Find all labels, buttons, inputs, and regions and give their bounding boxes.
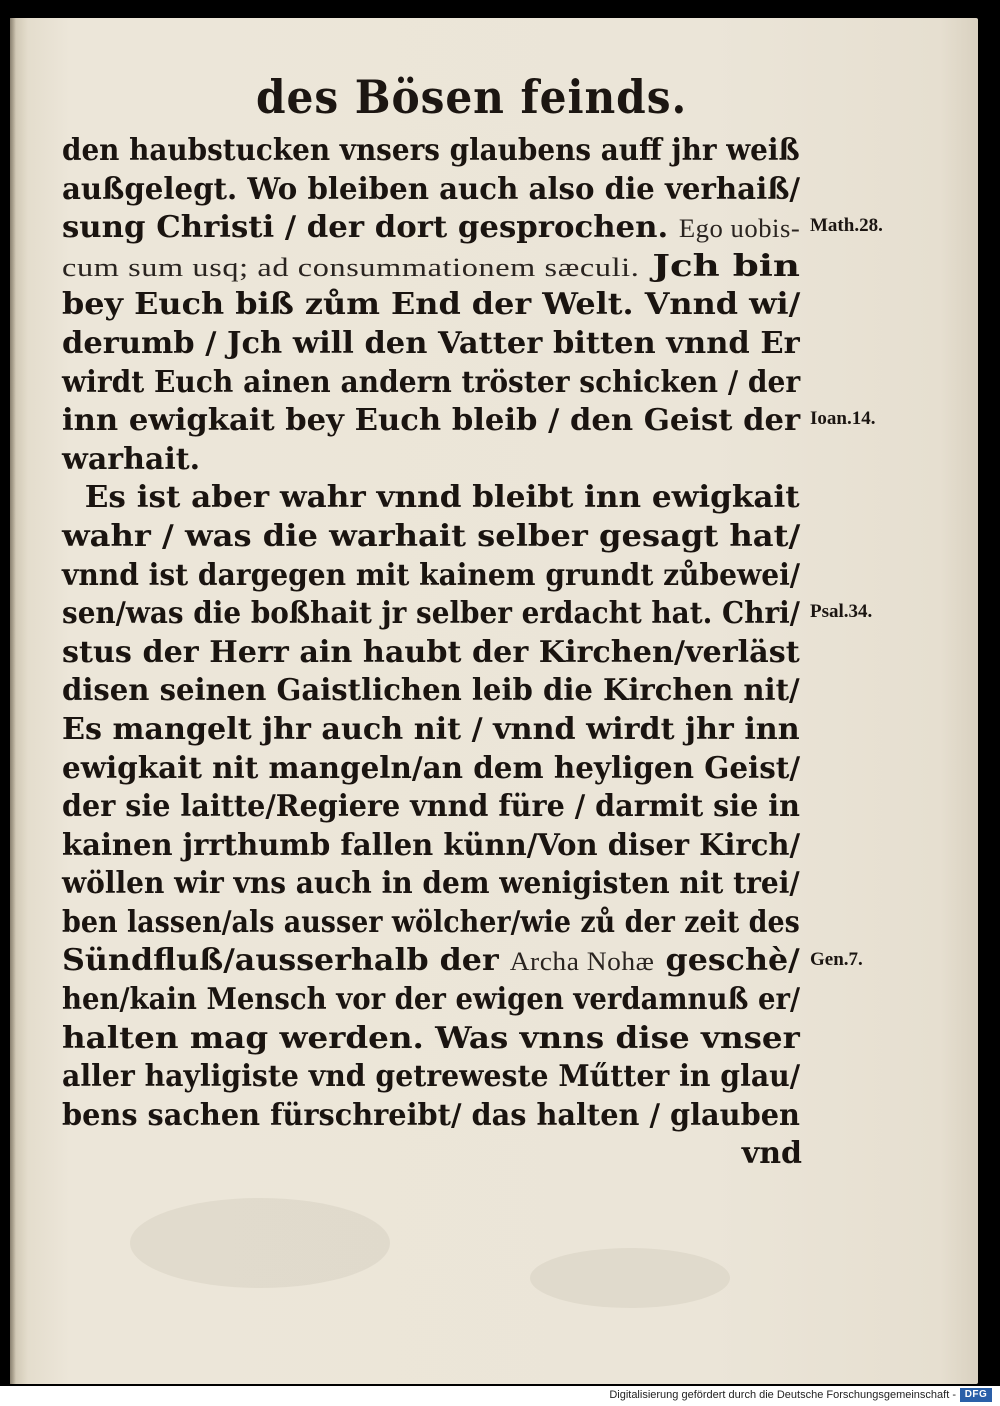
line-content xyxy=(62,981,800,1020)
line-content xyxy=(742,1135,802,1174)
text-line xyxy=(62,981,808,1020)
dfg-logo: DFG xyxy=(960,1388,992,1402)
line-text: Es ist aber wahr vnnd bleibt inn ewigkait xyxy=(84,480,800,516)
text-line xyxy=(62,132,808,171)
text-line xyxy=(62,711,808,750)
text-line xyxy=(62,479,808,518)
line-content xyxy=(62,209,800,249)
line-text-tail: geschè/ xyxy=(654,943,800,979)
line-content xyxy=(62,171,800,210)
line-text: kainen jrrthumb fallen künn/Von diser Kirch/ xyxy=(62,827,801,863)
line-content xyxy=(62,1097,800,1136)
line-content xyxy=(62,248,800,288)
text-line xyxy=(62,1097,808,1136)
line-text: bens sachen fürschreibt/ das halten / glauben xyxy=(62,1097,800,1133)
line-content xyxy=(62,711,800,750)
line-text: der sie laitte/Regiere vnnd füre / darmit sie in xyxy=(62,789,800,825)
margin-reference: Ioan.14. xyxy=(810,408,876,430)
line-content xyxy=(62,1058,800,1097)
line-text: warhait. xyxy=(62,441,201,477)
text-line xyxy=(62,904,808,943)
line-content xyxy=(62,904,800,943)
line-text: wöllen wir vns auch in dem wenigisten nit trei/ xyxy=(62,866,800,902)
line-content xyxy=(62,672,800,711)
text-line xyxy=(62,364,808,403)
latin-text: Ego uobis- xyxy=(678,214,801,244)
line-content xyxy=(62,132,800,171)
line-text: hen/kain Mensch vor der ewigen verdamnuß er/ xyxy=(62,982,801,1018)
margin-reference: Math.28. xyxy=(810,215,883,237)
line-content xyxy=(62,1020,800,1059)
body-text xyxy=(62,132,808,1174)
text-line xyxy=(62,441,808,480)
line-text: wirdt Euch ainen andern tröster schicken / der xyxy=(62,364,801,400)
text-line xyxy=(62,865,808,904)
page-gutter-shadow xyxy=(10,18,16,1384)
latin-text: Archa Nohæ xyxy=(509,947,655,977)
line-text: außgelegt. Wo bleiben auch also die verhaiß/ xyxy=(62,171,801,207)
text-line xyxy=(62,827,808,866)
line-text: stus der Herr ain haubt der Kirchen/verläst xyxy=(62,634,800,670)
text-line xyxy=(62,634,808,673)
paper-stain xyxy=(130,1198,390,1288)
text-line xyxy=(62,557,808,596)
line-text: halten mag werden. Was vnns dise vnser xyxy=(62,1020,800,1056)
text-line xyxy=(62,750,808,789)
line-text: den haubstucken vnsers glaubens auff jhr weiß xyxy=(62,133,800,168)
text-line xyxy=(62,171,808,210)
line-content xyxy=(62,788,800,827)
line-content xyxy=(62,402,800,441)
latin-text: cum sum usq; ad consummationem sæculi. xyxy=(62,252,640,282)
line-content xyxy=(62,325,800,364)
line-text: wahr / was die warhait selber gesagt hat/ xyxy=(62,518,801,554)
line-content xyxy=(62,479,800,518)
line-text: disen seinen Gaistlichen leib die Kirchen nit/ xyxy=(62,673,800,709)
text-line xyxy=(62,209,808,248)
line-text: vnnd ist dargegen mit kainem grundt zůbewei/ xyxy=(62,557,801,593)
line-content xyxy=(62,595,800,634)
text-line xyxy=(62,248,808,287)
line-content xyxy=(62,518,800,557)
text-line xyxy=(62,595,808,634)
text-line xyxy=(62,286,808,325)
text-line xyxy=(62,942,808,981)
line-content xyxy=(62,364,800,403)
text-line xyxy=(62,1020,808,1059)
line-text: inn ewigkait bey Euch bleib / den Geist der xyxy=(62,403,801,439)
margin-reference: Psal.34. xyxy=(810,601,873,623)
text-line xyxy=(62,402,808,441)
line-text: sung Christi / der dort gesprochen. xyxy=(62,210,679,246)
text-line xyxy=(62,325,808,364)
line-content xyxy=(62,865,800,904)
line-text: aller hayligiste vnd getreweste Műtter in glau/ xyxy=(62,1059,801,1095)
line-text: vnd xyxy=(741,1136,802,1172)
text-line xyxy=(62,788,808,827)
line-text: ewigkait nit mangeln/an dem heyligen Geist/ xyxy=(62,750,801,786)
line-content xyxy=(62,942,800,982)
footer-credit: Digitalisierung gefördert durch die Deutsche Forschungsgemeinschaft - xyxy=(609,1389,956,1401)
line-text: bey Euch biß zům End der Welt. Vnnd wi/ xyxy=(62,287,801,323)
catchword xyxy=(62,1135,808,1174)
line-text: derumb / Jch will den Vatter bitten vnnd Er xyxy=(62,325,800,361)
line-content xyxy=(62,557,800,596)
line-content xyxy=(62,441,200,480)
running-head: des Bösen feinds. xyxy=(256,70,688,124)
line-content xyxy=(62,286,800,325)
margin-reference: Gen.7. xyxy=(810,948,863,970)
line-content xyxy=(62,634,800,673)
paper-stain xyxy=(530,1248,730,1308)
line-text: Sündfluß/ausserhalb der xyxy=(62,943,510,979)
line-text: sen/was die boßhait jr selber erdacht hat. Chri/ xyxy=(62,596,800,632)
line-text: Es mangelt jhr auch nit / vnnd wirdt jhr inn xyxy=(62,711,800,747)
text-line xyxy=(62,1058,808,1097)
line-text: ben lassen/als ausser wölcher/wie zů der zeit des xyxy=(62,904,800,940)
line-content xyxy=(62,750,800,789)
text-line xyxy=(62,518,808,557)
line-content xyxy=(62,827,800,866)
line-text-tail: Jch bin xyxy=(639,248,800,284)
text-line xyxy=(62,672,808,711)
